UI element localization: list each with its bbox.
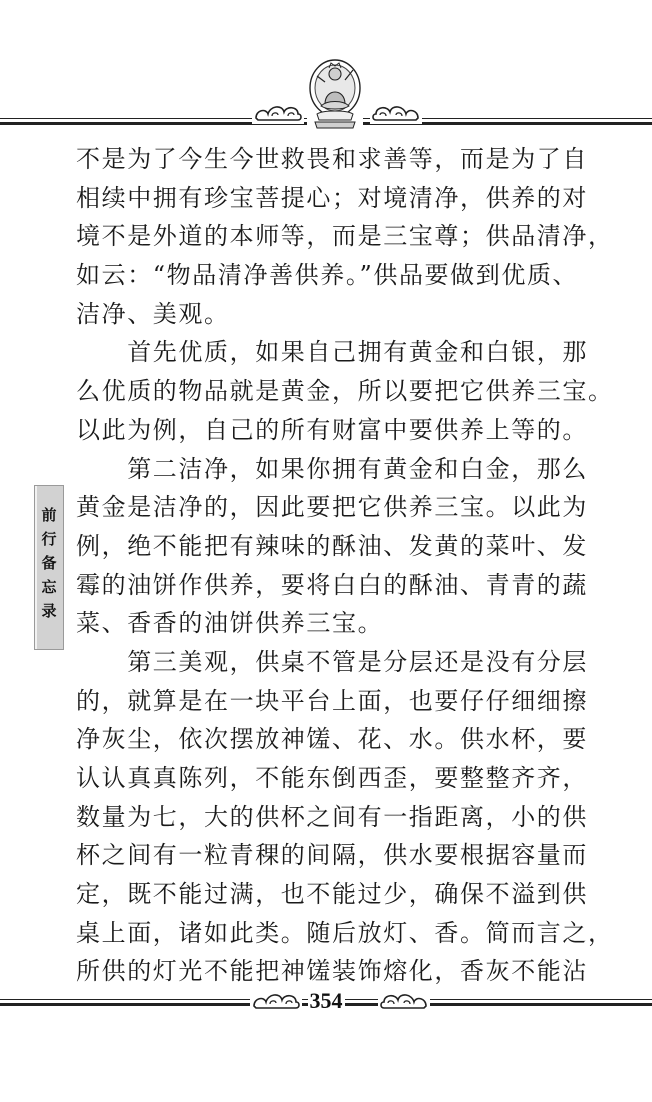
text-line: 桌上面，诸如此类。随后放灯、香。简而言之，	[76, 918, 614, 947]
text-line: 净灰尘，依次摆放神馐、花、水。供水杯，要	[76, 725, 588, 754]
text-line: 认认真真陈列，不能东倒西歪，要整整齐齐，	[76, 764, 588, 792]
text-line: 首先优质，如果自己拥有黄金和白银，那	[76, 338, 588, 367]
text-line: 数量为七，大的供杯之间有一指距离，小的供	[76, 802, 588, 831]
page-number-text: 354	[309, 988, 343, 1013]
text-line: 第二洁净，如果你拥有黄金和白金，那么	[76, 454, 588, 483]
side-tab-char: 录	[41, 602, 57, 620]
page-number	[0, 988, 652, 1014]
text-line: 杯之间有一粒青稞的间隔，供水要根据容量而	[76, 841, 588, 870]
text-line: 的，就算是在一块平台上面，也要仔仔细细擦	[76, 686, 588, 715]
text-line: 如云：“物品清净善供养。”供品要做到优质、	[76, 261, 579, 290]
text-line: 不是为了今生今世救畏和求善等，而是为了自	[76, 145, 588, 173]
text-line: 第三美观，供桌不管是分层还是没有分层	[76, 647, 588, 676]
text-line: 菜、香香的油饼供养三宝。	[76, 609, 384, 638]
body-text	[76, 140, 612, 991]
text-line: 么优质的物品就是黄金，所以要把它供养三宝。	[76, 377, 614, 406]
text-line: 例，绝不能把有辣味的酥油、发黄的菜叶、发	[76, 531, 588, 560]
side-tab	[34, 485, 64, 650]
text-line: 黄金是洁净的，因此要把它供养三宝。以此为	[76, 493, 588, 522]
text-line: 霉的油饼作供养，要将白白的酥油、青青的蔬	[76, 570, 588, 599]
text-line: 所供的灯光不能把神馐装饰熔化，香灰不能沾	[76, 957, 588, 986]
text-line: 洁净、美观。	[76, 299, 230, 328]
text-line: 以此为例，自己的所有财富中要供养上等的。	[76, 415, 588, 444]
text-line: 定，既不能过满，也不能过少，确保不溢到供	[76, 880, 588, 909]
side-tab-char: 前	[41, 506, 57, 524]
side-tab-char: 忘	[41, 578, 57, 596]
side-tab-char: 备	[41, 554, 57, 572]
text-line: 相续中拥有珍宝菩提心；对境清净，供养的对	[76, 183, 588, 212]
cloud-scroll-icon	[370, 100, 422, 124]
text-line: 境不是外道的本师等，而是三宝尊；供品清净，	[76, 222, 614, 251]
deity-figure-icon	[307, 56, 363, 132]
cloud-scroll-icon	[252, 100, 304, 124]
side-tab-char: 行	[41, 530, 57, 548]
